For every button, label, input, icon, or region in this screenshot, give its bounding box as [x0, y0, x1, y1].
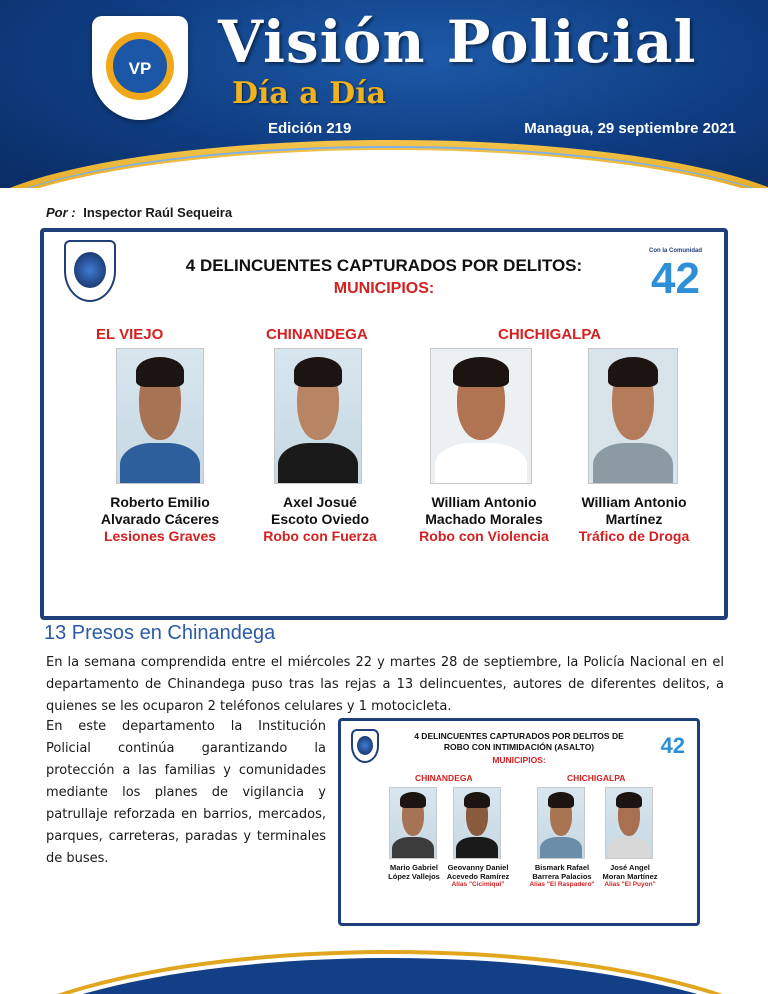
suspect-name-line: Moran Martínez — [602, 872, 658, 881]
location-label: EL VIEJO — [96, 326, 164, 343]
community-42-caption: Con la Comunidad — [649, 248, 702, 254]
suspect-crime: Lesiones Graves — [103, 528, 217, 544]
main-poster — [40, 228, 728, 620]
suspect-name-line: López Vallejos — [388, 872, 440, 881]
dateline: Managua, 29 septiembre 2021 — [524, 120, 736, 137]
suspect-name — [554, 494, 714, 528]
suspect-alias: Alias "El Puyon" — [604, 881, 656, 888]
suspect-name — [439, 863, 517, 889]
suspect-photo — [389, 787, 437, 859]
location-label: CHICHIGALPA — [567, 773, 626, 783]
suspect-name-line: Martínez — [605, 510, 663, 527]
photo-shirt — [540, 837, 582, 859]
vp-logo — [92, 16, 188, 120]
photo-hair — [136, 357, 184, 386]
photo-shirt — [435, 443, 527, 484]
poster-title: 4 DELINCUENTES CAPTURADOS POR DELITOS DE — [414, 731, 624, 741]
suspect-name — [591, 863, 669, 889]
poster-municipios-label: MUNICIPIOS: — [333, 280, 435, 297]
article-title: 13 Presos en Chinandega — [44, 622, 276, 644]
suspect-photo — [537, 787, 585, 859]
article-paragraph: En la semana comprendida entre el miércoles 22 y martes 28 de septiembre, la Policía Nacional en el departamento de Chinandega puso tras las rejas a 13 delincuentes, autores de diferentes delitos, a quienes se les ocuparon 2 teléfonos celulares y 1 motocicleta. — [46, 655, 724, 714]
photo-shirt — [456, 837, 498, 859]
suspect-crime: Robo con Violencia — [419, 528, 549, 544]
suspect-photo — [430, 348, 532, 484]
suspect-crime: Tráfico de Droga — [578, 528, 690, 544]
suspect-photo — [453, 787, 501, 859]
masthead — [0, 0, 768, 188]
page-footer-wave — [0, 944, 768, 994]
photo-hair — [400, 792, 426, 807]
suspect-name-line: Axel Josué — [283, 494, 357, 510]
poster-municipios-label: MUNICIPIOS: — [492, 755, 546, 765]
suspect-name-line: Escoto Oviedo — [270, 510, 370, 527]
vp-logo-ring — [106, 32, 174, 100]
photo-hair — [294, 357, 342, 386]
poster-title: 4 DELINCUENTES CAPTURADOS POR DELITOS: — [185, 256, 583, 275]
photo-hair — [616, 792, 642, 807]
suspect-photo — [274, 348, 362, 484]
suspect-photo — [605, 787, 653, 859]
suspect-name-line: Machado Morales — [425, 510, 543, 527]
edition-number: Edición 219 — [268, 120, 352, 137]
secondary-poster — [338, 718, 700, 926]
suspect-name-line: Mario Gabriel — [390, 863, 438, 872]
location-label: CHINANDEGA — [415, 773, 473, 783]
publication-title: Visión Policial — [218, 8, 697, 76]
suspect-name-line: Roberto Emilio — [110, 494, 210, 510]
suspect-alias: Alias "Cicimiqui" — [451, 881, 505, 888]
suspect-name-line: Geovanny Daniel — [447, 863, 509, 872]
suspect-name-line: Bismark Rafael — [534, 863, 590, 872]
suspect-photo — [116, 348, 204, 484]
publication-subtitle: Día a Día — [232, 76, 387, 111]
photo-shirt — [120, 443, 199, 484]
suspect-name-line: William Antonio — [431, 494, 537, 510]
suspect-alias: Alias "El Raspadero" — [529, 881, 595, 888]
location-label: CHINANDEGA — [266, 326, 368, 343]
photo-hair — [548, 792, 574, 807]
community-42-badge-icon: 42 — [660, 733, 685, 758]
photo-hair — [608, 357, 657, 386]
byline-author: Inspector Raúl Sequeira — [83, 205, 233, 220]
suspect-name-line: Barrera Palacios — [532, 872, 592, 881]
byline-prefix: Por : — [46, 205, 76, 220]
suspect-photo — [588, 348, 678, 484]
vp-logo-text: VP — [128, 59, 152, 78]
suspect-crime: Robo con Fuerza — [263, 528, 377, 544]
photo-hair — [453, 357, 509, 386]
suspect-name — [240, 494, 400, 528]
byline — [46, 205, 232, 220]
photo-shirt — [278, 443, 357, 484]
photo-shirt — [593, 443, 674, 484]
suspect-name — [80, 494, 240, 528]
community-42-number: 42 — [651, 254, 700, 303]
suspect-name-line: William Antonio — [581, 494, 687, 510]
photo-shirt — [608, 837, 650, 859]
article-paragraph: En este departamento la Institución Policial continúa garantizando la protección a las familias y comunidades mediante los planes de vigilancia y patrullaje reforzada en barrios, mercados, parques, carreteras, paradas y terminales de buses. — [46, 719, 326, 866]
poster-title: ROBO CON INTIMIDACIÓN (ASALTO) — [443, 742, 595, 752]
photo-shirt — [392, 837, 434, 859]
suspect-name-line: Acevedo Ramírez — [446, 872, 510, 881]
suspect-name-line: José Angel — [610, 863, 650, 872]
photo-hair — [464, 792, 490, 807]
suspect-name — [404, 494, 564, 528]
suspect-name-line: Alvarado Cáceres — [100, 510, 220, 527]
location-label: CHICHIGALPA — [498, 326, 602, 343]
